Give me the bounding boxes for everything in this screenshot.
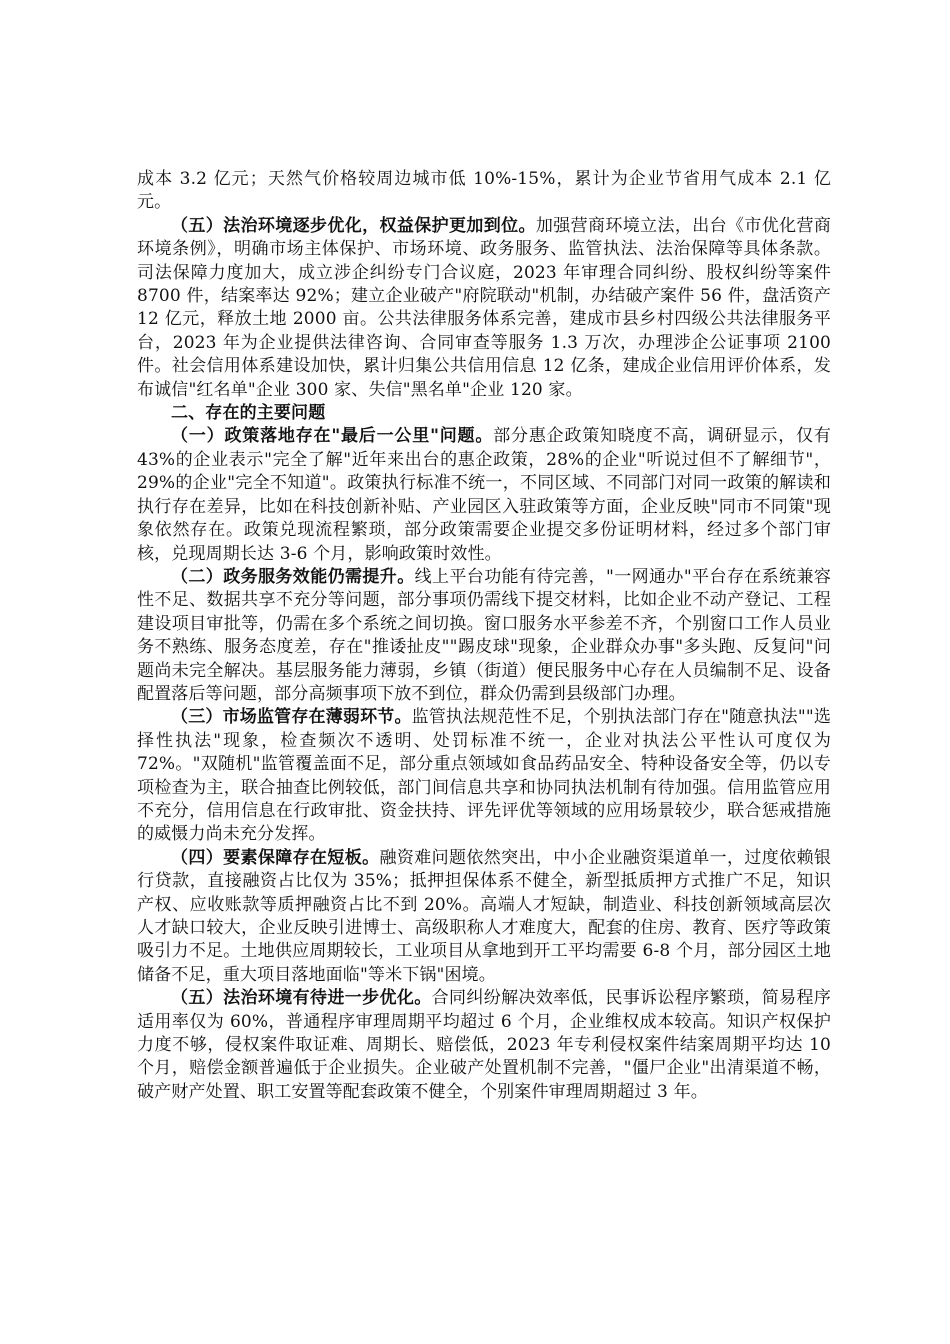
- paragraph-government-service: [137, 566, 831, 706]
- paragraph-legal-environment-progress: [137, 215, 831, 402]
- paragraph-lead: （五）法治环境逐步优化，权益保护更加到位。: [171, 215, 536, 236]
- paragraph-lead: （三）市场监管存在薄弱环节。: [171, 707, 412, 728]
- paragraph-text: 线上平台功能有待完善，"一网通办"平台存在系统兼容性不足、数据共享不充分等问题，部分事项仍需线下提交材料，比如企业不动产登记、工程建设项目审批等，仍需在多个系统之间切换。窗口服务水平参差不齐，个别窗口工作人员业务不熟练、服务态度差，存在"推诿扯皮""踢皮球"现象，企业群众办事"多头跑、反复问"问题尚未完全解决。基层服务能力薄弱，乡镇（街道）便民服务中心存在人员编制不足、设备配置落后等问题，部分高频事项下放不到位，群众仍需到县级部门办理。: [137, 566, 831, 704]
- paragraph-text: 部分惠企政策知晓度不高，调研显示，仅有 43%的企业表示"完全了解"近年来出台的惠企政策，28%的企业"听说过但不了解细节"，29%的企业"完全不知道"。政策执行标准不统一，不同区域、不同部门对同一政策的解读和执行存在差异，比如在科技创新补贴、产业园区入驻政策等方面，企业反映"同市不同策"现象依然存在。政策兑现流程繁琐，部分政策需要企业提交多份证明材料，经过多个部门审核，兑现周期长达 3-6 个月，影响政策时效性。: [137, 426, 831, 564]
- paragraph-text: 合同纠纷解决效率低，民事诉讼程序繁琐，简易程序适用率仅为 60%，普通程序审理周期平均超过 6 个月，企业维权成本较高。知识产权保护力度不够，侵权案件取证难、周期长、赔偿低，2023 年专利侵权案件结案周期平均达 10 个月，赔偿金额普遍低于企业损失。企业破产处置机制不完善，"僵尸企业"出清渠道不畅，破产财产处置、职工安置等配套政策不健全，个别案件审理周期超过 3 年。: [137, 988, 832, 1102]
- paragraph-text: 成本 3.2 亿元；天然气价格较周边城市低 10%-15%，累计为企业节省用气成本 2.1 亿元。: [137, 169, 831, 213]
- paragraph-lead: （四）要素保障存在短板。: [171, 847, 380, 868]
- paragraph-continuation: [137, 168, 831, 215]
- paragraph-text: 融资难问题依然突出，中小企业融资渠道单一，过度依赖银行贷款，直接融资占比仅为 35%；抵押担保体系不健全，新型抵质押方式推广不足，知识产权、应收账款等质押融资占比不到 20%。高端人才短缺，制造业、科技创新领域高层次人才缺口较大，企业反映引进博士、高级职称人才难度大，配套的住房、教育、医疗等政策吸引力不足。土地供应周期较长，工业项目从拿地到开工平均需要 6-8 个月，部分园区土地储备不足，重大项目落地面临"等米下锅"困境。: [137, 847, 831, 985]
- section-heading-text: 二、存在的主要问题: [171, 403, 326, 424]
- paragraph-factor-support: [137, 847, 831, 987]
- section-heading-main-problems: [137, 402, 831, 425]
- paragraph-text: 加强营商环境立法，出台《市优化营商环境条例》，明确市场主体保护、市场环境、政务服务、监管执法、法治保障等具体条款。司法保障力度加大，成立涉企纠纷专门合议庭，2023 年审理合同纠纷、股权纠纷等案件 8700 件，结案率达 92%；建立企业破产"府院联动"机制，办结破产案件 56 件，盘活资产 12 亿元，释放土地 2000 亩。公共法律服务体系完善，建成市县乡村四级公共法律服务平台，2023 年为企业提供法律咨询、合同审查等服务 1.3 万次，办理涉企公证事项 2100 件。社会信用体系建设加快，累计归集公共信用信息 12 亿条，建成企业信用评价体系，发布诚信"红名单"企业 300 家、失信"黑名单"企业 120 家。: [137, 215, 831, 400]
- paragraph-lead: （二）政务服务效能仍需提升。: [171, 566, 415, 587]
- document-body: [137, 168, 831, 1104]
- paragraph-policy-last-mile: [137, 425, 831, 565]
- paragraph-lead: （五）法治环境有待进一步优化。: [171, 988, 432, 1009]
- paragraph-lead: （一）政策落地存在"最后一公里"问题。: [171, 426, 494, 447]
- paragraph-legal-environment-issues: [137, 987, 831, 1104]
- paragraph-text: 监管执法规范性不足，个别执法部门存在"随意执法""选择性执法"现象，检查频次不透明、处罚标准不统一，企业对执法公平性认可度仅为 72%。"双随机"监管覆盖面不足，部分重点领域如食品药品安全、特种设备安全等，仍以专项检查为主，联合抽查比例较低，部门间信息共享和协同执法机制有待加强。信用监管应用不充分，信用信息在行政审批、资金扶持、评先评优等领域的应用场景较少，联合惩戒措施的威慑力尚未充分发挥。: [137, 707, 831, 845]
- paragraph-market-supervision: [137, 706, 831, 846]
